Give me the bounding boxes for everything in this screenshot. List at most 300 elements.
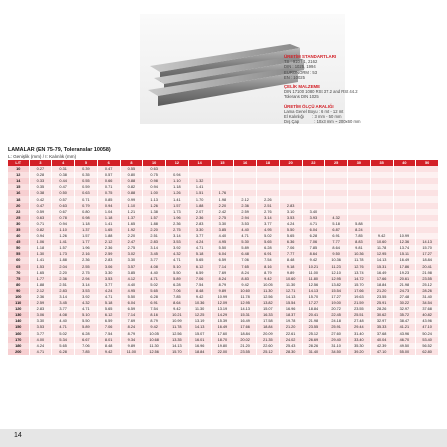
weight-cell: 0.35: [75, 172, 98, 178]
weight-cell: 3.53: [166, 239, 189, 245]
weight-cell: 12.25: [188, 312, 211, 318]
weight-cell: 3.53: [29, 324, 52, 330]
weight-cell: 25.43: [279, 343, 302, 349]
dimension-range-title: ÜRETİM ÖLÇÜ ARALIĞI: [284, 103, 334, 109]
weight-cell: 7.85: [166, 294, 189, 300]
weight-cell: 17.66: [348, 288, 371, 294]
weight-cell: 6.04: [211, 251, 234, 257]
weight-cell: 1.65: [120, 221, 143, 227]
weight-cell: 1.57: [166, 203, 189, 209]
weight-cell: 5.65: [52, 343, 75, 349]
weight-cell: 7.54: [257, 257, 280, 263]
width-cell: 12: [8, 172, 29, 178]
dimension-line: Dış Çap : 10x3 mm ~ 200x60 mm: [284, 119, 361, 125]
width-cell: 150: [8, 324, 29, 330]
weight-cell: 2.20: [120, 233, 143, 239]
weight-cell: 7.69: [211, 270, 234, 276]
weight-cell: 7.77: [325, 239, 348, 245]
weight-cell: 7.85: [302, 245, 325, 251]
weight-cell: 0.50: [52, 190, 75, 196]
weight-cell: 47.10: [416, 324, 439, 330]
standards-title: ÜRETİM STANDARTLARI: [284, 54, 337, 59]
weight-cell: 1.04: [97, 209, 120, 215]
weight-cell: 5.65: [97, 306, 120, 312]
weight-cell: 0.38: [52, 172, 75, 178]
weight-cell: 2.51: [52, 282, 75, 288]
width-cell: 80: [8, 282, 29, 288]
weight-cell: 7.65: [234, 264, 257, 270]
weight-cell: 3.45: [143, 251, 166, 257]
weight-cell: 1.41: [52, 239, 75, 245]
weight-cell: 0.82: [29, 227, 52, 233]
weight-cell: 11.00: [120, 349, 143, 355]
weight-cell: 56.52: [416, 343, 439, 349]
weight-cell: 6.91: [143, 300, 166, 306]
weight-cell: 10.21: [166, 312, 189, 318]
weight-cell: 0.63: [52, 203, 75, 209]
weight-cell: 8.48: [97, 343, 120, 349]
weight-cell: 12.95: [234, 300, 257, 306]
weight-cell: 0.67: [52, 209, 75, 215]
weight-cell: 3.53: [279, 215, 302, 221]
weight-cell: 23.55: [370, 294, 393, 300]
weight-cell: 7.06: [97, 324, 120, 330]
weight-cell: 3.14: [143, 245, 166, 251]
weight-cell: 1.96: [166, 215, 189, 221]
weight-cell: 14.72: [348, 276, 371, 282]
weight-cell: 11.78: [348, 257, 371, 263]
weight-cell: 27.48: [393, 294, 416, 300]
standard-line: DIN : 1025, 1994: [284, 64, 316, 70]
weight-cell: 8.16: [143, 312, 166, 318]
weight-cell: 6.12: [188, 264, 211, 270]
weight-cell: 1.37: [75, 227, 98, 233]
width-cell: 55: [8, 251, 29, 257]
weight-cell: 1.65: [29, 270, 52, 276]
weight-cell: 2.20: [211, 203, 234, 209]
footer-band: [0, 429, 447, 447]
weight-cell: 3.77: [52, 306, 75, 312]
weight-cell: 1.53: [29, 264, 52, 270]
weight-cell: 15.07: [257, 306, 280, 312]
weight-cell: 15.54: [279, 300, 302, 306]
weight-cell: 7.85: [348, 233, 371, 239]
weight-cell: 8.79: [211, 282, 234, 288]
weight-cell: 3.45: [52, 300, 75, 306]
weight-cell: 20.09: [257, 331, 280, 337]
weight-cell: 3.30: [211, 221, 234, 227]
weight-cell: 1.18: [29, 245, 52, 251]
weight-cell: 1.10: [52, 227, 75, 233]
weight-cell: 5.18: [188, 251, 211, 257]
weight-cell: 14.29: [211, 312, 234, 318]
weight-cell: 35.33: [370, 324, 393, 330]
weight-cell: 1.57: [75, 233, 98, 239]
weight-cell: 5.18: [97, 300, 120, 306]
header-thickness-cell: 10: [143, 160, 166, 166]
weight-cell: 3.77: [29, 331, 52, 337]
weight-cell: 2.75: [120, 245, 143, 251]
weight-cell: 10.21: [302, 264, 325, 270]
weight-cell: 1.26: [166, 190, 189, 196]
weight-cell: 10.99: [166, 318, 189, 324]
weight-cell: 12.10: [325, 270, 348, 276]
weight-cell: 20.61: [393, 276, 416, 282]
weight-cell: 0.44: [52, 178, 75, 184]
width-cell: 60: [8, 257, 29, 263]
weight-cell: 15.07: [188, 331, 211, 337]
weight-cell: 2.07: [188, 209, 211, 215]
header-thickness-cell: 3: [29, 160, 52, 166]
weight-cell: 8.79: [143, 318, 166, 324]
weight-cell: 21.59: [348, 300, 371, 306]
width-cell: 45: [8, 239, 29, 245]
weight-cell: 6.28: [166, 282, 189, 288]
weight-cell: 6.04: [302, 227, 325, 233]
weight-cell: 0.94: [52, 221, 75, 227]
weight-cell: 15.70: [166, 349, 189, 355]
weight-cell: 17.27: [416, 251, 439, 257]
width-cell: 180: [8, 343, 29, 349]
weight-cell: 11.30: [143, 343, 166, 349]
weight-cell: 13.74: [348, 270, 371, 276]
weight-cell: 12.09: [211, 300, 234, 306]
weight-cell: 1.10: [166, 178, 189, 184]
weight-cell: 14.13: [166, 343, 189, 349]
weight-cell: 3.85: [120, 270, 143, 276]
weight-cell: 3.30: [97, 270, 120, 276]
weight-cell: 14.13: [416, 239, 439, 245]
dimension-line: Lama Genel Boyu : 6 mt - 12 mt: [284, 108, 344, 114]
weight-cell: 19.23: [393, 270, 416, 276]
width-cell: 120: [8, 306, 29, 312]
weight-cell: 1.32: [188, 178, 211, 184]
weight-cell: 0.80: [75, 209, 98, 215]
weight-cell: 9.18: [279, 264, 302, 270]
weight-cell: 29.40: [325, 337, 348, 343]
weight-cell: 1.73: [52, 251, 75, 257]
weight-cell: 9.81: [348, 245, 371, 251]
weight-cell: 3.06: [29, 312, 52, 318]
weight-cell: 4.71: [52, 324, 75, 330]
weight-cell: 24.02: [279, 337, 302, 343]
weight-cell: 5.18: [325, 221, 348, 227]
weight-cell: 6.67: [75, 337, 98, 343]
weight-cell: 39.20: [348, 349, 371, 355]
weight-cell: 10.99: [393, 233, 416, 239]
weight-cell: 0.63: [75, 190, 98, 196]
weight-cell: 32.97: [393, 306, 416, 312]
weight-cell: 16.49: [211, 324, 234, 330]
weight-cell: 9.89: [211, 288, 234, 294]
weight-cell: 5.10: [166, 264, 189, 270]
header-thickness-cell: 5: [75, 160, 98, 166]
weight-cell: 3.77: [143, 257, 166, 263]
weight-cell: 5.65: [257, 239, 280, 245]
weight-cell: 1.41: [166, 196, 189, 202]
weight-cell: 14.13: [234, 306, 257, 312]
weight-cell: 21.98: [393, 282, 416, 288]
weight-cell: 1.06: [29, 239, 52, 245]
weight-cell: 23.55: [234, 349, 257, 355]
weight-cell: 11.23: [325, 264, 348, 270]
weight-cell: 4.71: [75, 306, 98, 312]
weight-cell: 28.26: [302, 343, 325, 349]
weight-cell: 8.48: [188, 288, 211, 294]
weight-cell: 15.70: [348, 282, 371, 288]
weight-cell: 4.32: [75, 300, 98, 306]
weight-cell: 15.39: [211, 318, 234, 324]
weight-cell: 4.12: [120, 276, 143, 282]
weight-cell: 31.40: [416, 294, 439, 300]
weight-cell: 2.36: [166, 221, 189, 227]
weight-cell: 0.63: [29, 215, 52, 221]
weight-cell: 9.42: [302, 257, 325, 263]
weight-cell: 9.42: [370, 233, 393, 239]
weight-cell: 14.13: [188, 324, 211, 330]
weight-cell: 30.62: [370, 312, 393, 318]
weight-cell: 15.11: [393, 251, 416, 257]
weight-cell: 40.82: [416, 312, 439, 318]
weight-cell: 8.83: [348, 239, 371, 245]
dimension-line: El Kalınlığı : 3 mm - 50 mm: [284, 114, 342, 120]
weight-cell: 29.44: [348, 324, 371, 330]
weight-cell: 6.36: [279, 239, 302, 245]
weight-cell: 0.66: [97, 178, 120, 184]
weight-cell: 7.06: [188, 276, 211, 282]
weight-cell: 9.42: [257, 276, 280, 282]
weight-cell: 6.91: [325, 233, 348, 239]
weight-cell: 0.55: [75, 178, 98, 184]
weight-cell: 0.39: [75, 166, 98, 172]
weight-cell: 2.12: [234, 196, 257, 202]
weight-cell: 7.14: [120, 312, 143, 318]
weight-cell: 34.54: [416, 300, 439, 306]
weight-cell: 4.71: [166, 257, 189, 263]
width-cell: 22: [8, 209, 29, 215]
weight-cell: 6.91: [257, 251, 280, 257]
weight-cell: 62.80: [416, 349, 439, 355]
weight-table: [8, 160, 439, 355]
weight-cell: 2.12: [29, 288, 52, 294]
weight-cell: 2.04: [52, 264, 75, 270]
weight-cell: 18.84: [234, 331, 257, 337]
weight-cell: 17.58: [257, 318, 280, 324]
weight-cell: 5.89: [75, 324, 98, 330]
weight-cell: 8.64: [325, 245, 348, 251]
weight-cell: 4.71: [143, 276, 166, 282]
table-row: [8, 349, 439, 355]
weight-cell: 25.91: [370, 300, 393, 306]
weight-cell: 49.50: [393, 343, 416, 349]
weight-cell: 14.13: [279, 294, 302, 300]
weight-cell: 22.00: [211, 349, 234, 355]
weight-cell: 2.16: [75, 251, 98, 257]
weight-cell: 7.54: [143, 306, 166, 312]
weight-cell: 4.08: [143, 264, 166, 270]
weight-cell: 6.04: [120, 300, 143, 306]
weight-cell: 3.53: [75, 288, 98, 294]
weight-cell: 6.59: [97, 318, 120, 324]
weight-cell: 8.79: [257, 270, 280, 276]
weight-cell: 1.10: [120, 203, 143, 209]
weight-cell: 7.06: [302, 239, 325, 245]
weight-cell: 30.22: [393, 300, 416, 306]
width-cell: 10: [8, 166, 29, 172]
width-cell: 100: [8, 294, 29, 300]
weight-cell: 0.42: [29, 196, 52, 202]
weight-cell: 1.00: [143, 190, 166, 196]
weight-cell: 5.02: [257, 233, 280, 239]
weight-cell: 11.78: [370, 245, 393, 251]
weight-cell: 2.36: [97, 245, 120, 251]
weight-cell: 10.99: [211, 294, 234, 300]
weight-cell: 1.57: [52, 245, 75, 251]
weight-cell: 32.97: [370, 318, 393, 324]
weight-cell: 8.24: [348, 227, 371, 233]
steel-line: Tolerans DIN 1025: [284, 94, 319, 100]
weight-cell: 4.40: [143, 270, 166, 276]
weight-cell: 0.57: [97, 172, 120, 178]
weight-cell: 12.56: [143, 349, 166, 355]
weight-cell: 5.65: [143, 288, 166, 294]
weight-cell: 3.77: [257, 221, 280, 227]
weight-cell: 0.27: [29, 166, 52, 172]
weight-cell: 33.40: [348, 337, 371, 343]
weight-cell: 8.24: [234, 270, 257, 276]
weight-cell: 6.28: [302, 233, 325, 239]
weight-cell: 16.96: [188, 343, 211, 349]
weight-cell: 41.21: [393, 324, 416, 330]
weight-cell: 19.78: [279, 318, 302, 324]
weight-cell: 18.84: [188, 349, 211, 355]
weight-cell: 0.31: [52, 166, 75, 172]
weight-cell: 21.98: [302, 318, 325, 324]
weight-cell: 28.26: [370, 306, 393, 312]
width-cell: 130: [8, 312, 29, 318]
weight-cell: 7.06: [75, 343, 98, 349]
header-thickness-cell: 6: [97, 160, 120, 166]
weight-cell: 7.06: [166, 288, 189, 294]
weight-cell: 2.94: [234, 215, 257, 221]
weight-cell: 8.83: [234, 276, 257, 282]
weight-cell: 21.20: [279, 324, 302, 330]
weight-cell: 1.88: [29, 282, 52, 288]
weight-cell: 4.24: [279, 221, 302, 227]
width-cell: 170: [8, 337, 29, 343]
weight-cell: 19.63: [348, 294, 371, 300]
weight-cell: 0.98: [75, 215, 98, 221]
weight-cell: 2.36: [29, 294, 52, 300]
weight-cell: 1.70: [188, 196, 211, 202]
weight-cell: 4.71: [302, 221, 325, 227]
weight-cell: 14.13: [370, 257, 393, 263]
weight-cell: 10.36: [348, 251, 371, 257]
weight-cell: 11.78: [166, 324, 189, 330]
weight-cell: 9.42: [234, 282, 257, 288]
weight-cell: 2.59: [234, 209, 257, 215]
weight-cell: 3.14: [166, 233, 189, 239]
weight-cell: 5.10: [75, 312, 98, 318]
header-thickness-cell: 22: [302, 160, 325, 166]
header-thickness-cell: 4: [52, 160, 75, 166]
header-corner-cell: L/T: [8, 160, 29, 166]
weight-cell: 9.34: [120, 337, 143, 343]
weight-cell: 2.36: [188, 215, 211, 221]
width-cell: 25: [8, 215, 29, 221]
weight-cell: 8.24: [120, 324, 143, 330]
weight-cell: 3.57: [120, 264, 143, 270]
width-cell: 70: [8, 270, 29, 276]
weight-cell: 16.49: [370, 270, 393, 276]
weight-cell: 20.41: [302, 312, 325, 318]
weight-cell: 27.48: [348, 318, 371, 324]
weight-cell: 6.48: [234, 251, 257, 257]
weight-cell: 10.05: [257, 282, 280, 288]
weight-cell: 10.60: [234, 288, 257, 294]
weight-cell: 0.47: [52, 184, 75, 190]
standard-line: TS : 910 / 1, 2162: [284, 59, 318, 65]
weight-cell: 24.18: [325, 318, 348, 324]
weight-cell: 0.33: [29, 178, 52, 184]
weight-cell: 2.36: [52, 276, 75, 282]
weight-cell: 7.69: [120, 318, 143, 324]
weight-cell: 25.51: [348, 312, 371, 318]
weight-cell: 40.04: [370, 337, 393, 343]
weight-cell: 4.00: [29, 337, 52, 343]
weight-cell: 5.02: [52, 331, 75, 337]
weight-cell: 1.30: [29, 251, 52, 257]
weight-cell: 0.35: [29, 184, 52, 190]
weight-cell: 6.28: [143, 294, 166, 300]
weight-cell: 0.88: [120, 178, 143, 184]
weight-cell: 21.35: [257, 337, 280, 343]
weight-cell: 17.27: [302, 300, 325, 306]
weight-cell: 16.49: [393, 257, 416, 263]
weight-cell: 8.01: [97, 337, 120, 343]
weight-cell: 2.83: [29, 306, 52, 312]
weight-cell: 4.95: [211, 239, 234, 245]
header-thickness-cell: 16: [234, 160, 257, 166]
width-cell: 200: [8, 349, 29, 355]
weight-cell: 16.96: [279, 306, 302, 312]
weight-cell: 0.59: [75, 184, 98, 190]
weight-cell: 4.32: [166, 251, 189, 257]
weight-cell: 2.83: [97, 257, 120, 263]
weight-cell: 12.56: [302, 282, 325, 288]
weight-cell: 9.42: [97, 349, 120, 355]
weight-cell: 25.91: [325, 324, 348, 330]
weight-cell: 5.89: [166, 276, 189, 282]
table-title: LAMALAR (EN 75-79, Toleranslar 10058): [8, 147, 111, 153]
weight-cell: 3.93: [302, 215, 325, 221]
weight-cell: 38.47: [393, 318, 416, 324]
weight-cell: 4.40: [52, 318, 75, 324]
weight-cell: 0.78: [52, 215, 75, 221]
weight-cell: 6.12: [97, 312, 120, 318]
weight-cell: 12.71: [279, 288, 302, 294]
weight-cell: 27.60: [325, 331, 348, 337]
weight-cell: 2.75: [166, 227, 189, 233]
weight-cell: 4.24: [29, 343, 52, 349]
weight-cell: 8.16: [257, 264, 280, 270]
weight-cell: 12.56: [257, 294, 280, 300]
weight-cell: 0.82: [120, 184, 143, 190]
header-thickness-cell: 12: [166, 160, 189, 166]
weight-cell: 0.94: [97, 203, 120, 209]
weight-cell: 42.39: [370, 343, 393, 349]
weight-cell: 16.01: [188, 337, 211, 343]
